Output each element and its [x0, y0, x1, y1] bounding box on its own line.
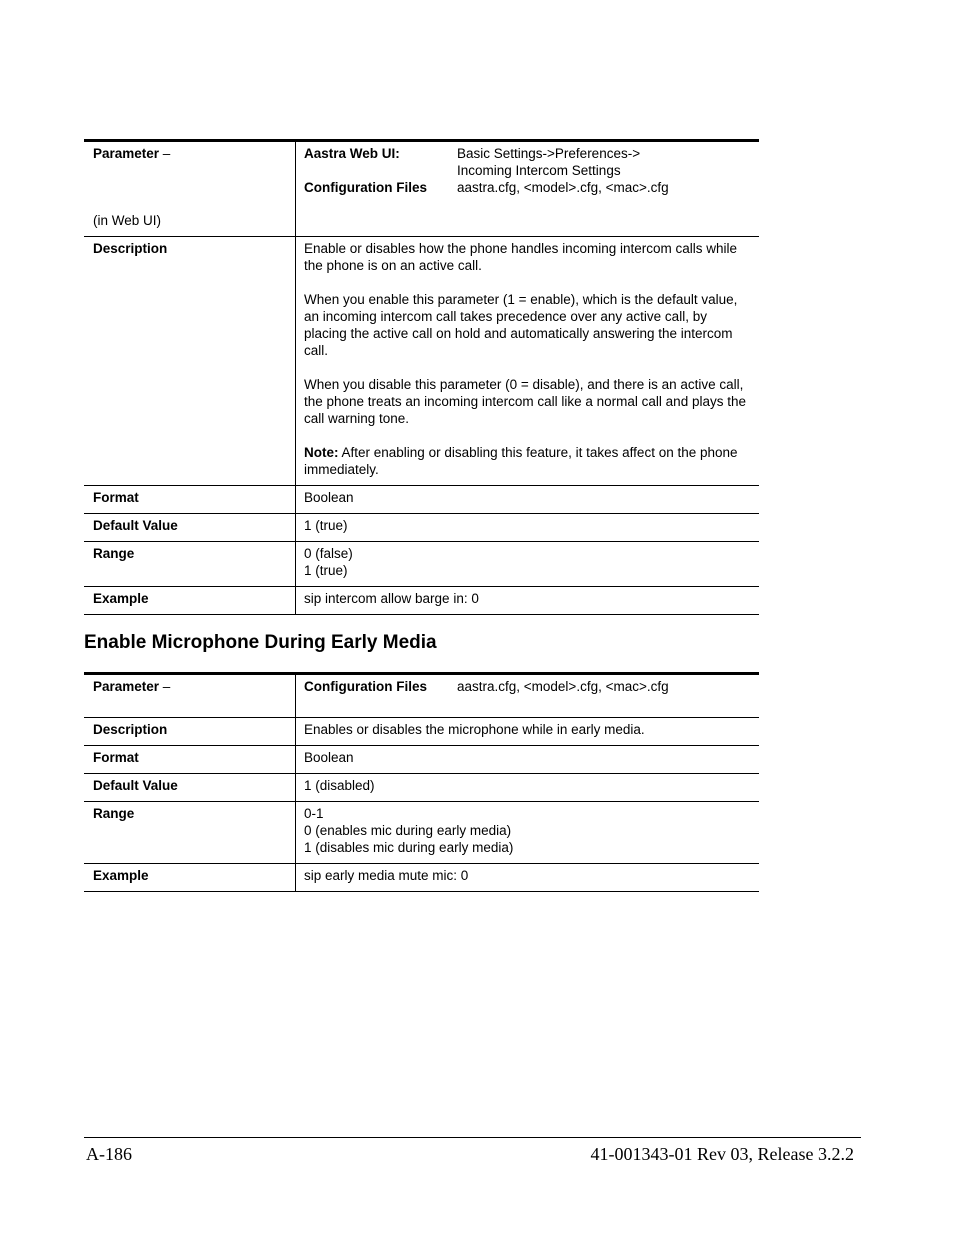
range-line: 0 (enables mic during early media): [304, 823, 512, 838]
parameter-table-early-media: [84, 672, 759, 892]
table-row: [84, 141, 759, 237]
range-value: [296, 542, 760, 587]
config-files-key: Configuration Files: [304, 180, 427, 195]
range-value: [296, 802, 760, 864]
range-line: 0-1: [304, 806, 324, 821]
parameter-table-intercom: [84, 139, 759, 615]
example-value: sip early media mute mic: 0: [296, 864, 760, 892]
format-label: Format: [84, 486, 296, 514]
example-value: sip intercom allow barge in: 0: [296, 587, 760, 615]
default-value: 1 (disabled): [296, 774, 760, 802]
document-id: 41-001343-01 Rev 03, Release 3.2.2: [590, 1144, 854, 1164]
parameter-label: Parameter: [93, 146, 160, 161]
note-text: After enabling or disabling this feature, it takes affect on the phone immediately.: [304, 445, 738, 477]
table-row: [84, 514, 759, 542]
web-ui-path-line-2: Incoming Intercom Settings: [457, 163, 621, 178]
config-files-value: aastra.cfg, <model>.cfg, <mac>.cfg: [457, 180, 669, 195]
table-row: [84, 802, 759, 864]
description-value: Enables or disables the microphone while in early media.: [296, 718, 760, 746]
table-row: [84, 542, 759, 587]
section-heading: Enable Microphone During Early Media: [84, 632, 437, 653]
format-label: Format: [84, 746, 296, 774]
web-ui-path: [457, 145, 751, 179]
table-row: [84, 587, 759, 615]
parameter-dash: –: [159, 146, 171, 161]
range-label: Range: [84, 542, 296, 587]
parameter-dash: –: [159, 679, 171, 694]
config-files-value: aastra.cfg, <model>.cfg, <mac>.cfg: [457, 679, 669, 694]
range-label: Range: [84, 802, 296, 864]
table-row: [84, 718, 759, 746]
parameter-label-cell: [84, 674, 296, 718]
table-row: [84, 486, 759, 514]
config-files-key: Configuration Files: [304, 679, 427, 694]
description-label: Description: [84, 718, 296, 746]
format-value: Boolean: [296, 486, 760, 514]
description-label: Description: [84, 237, 296, 486]
example-label: Example: [84, 864, 296, 892]
web-ui-path-line-1: Basic Settings->Preferences->: [457, 146, 641, 161]
footer-divider: [84, 1137, 861, 1138]
table-row: [84, 774, 759, 802]
description-value: [296, 237, 760, 486]
description-paragraph: When you enable this parameter (1 = enable), which is the default value, an incoming intercom call takes precedence over any active call, by placing the active call on hold and automatically answering the intercom call.: [304, 292, 738, 358]
parameter-value-cell: [296, 674, 760, 718]
range-line: 0 (false): [304, 546, 353, 561]
parameter-value-cell: [296, 141, 760, 237]
format-value: Boolean: [296, 746, 760, 774]
page-number: A-186: [86, 1144, 132, 1164]
parameter-label: Parameter: [93, 679, 160, 694]
default-value-label: Default Value: [84, 774, 296, 802]
range-line: 1 (true): [304, 563, 348, 578]
range-line: 1 (disables mic during early media): [304, 840, 514, 855]
note-label: Note:: [304, 445, 339, 460]
default-value: 1 (true): [296, 514, 760, 542]
table-row: [84, 864, 759, 892]
table-row: [84, 237, 759, 486]
description-paragraph: Enable or disables how the phone handles incoming intercom calls while the phone is on an active call.: [304, 241, 738, 273]
default-value-label: Default Value: [84, 514, 296, 542]
table-row: [84, 746, 759, 774]
web-ui-key: Aastra Web UI:: [304, 146, 400, 161]
description-paragraph: When you disable this parameter (0 = disable), and there is an active call, the phone treats an incoming intercom call like a normal call and plays the call warning tone.: [304, 377, 746, 426]
description-note: [304, 444, 751, 478]
table-row: [84, 674, 759, 718]
example-label: Example: [84, 587, 296, 615]
parameter-label-cell: [84, 141, 296, 237]
parameter-sub-label: (in Web UI): [93, 213, 162, 228]
